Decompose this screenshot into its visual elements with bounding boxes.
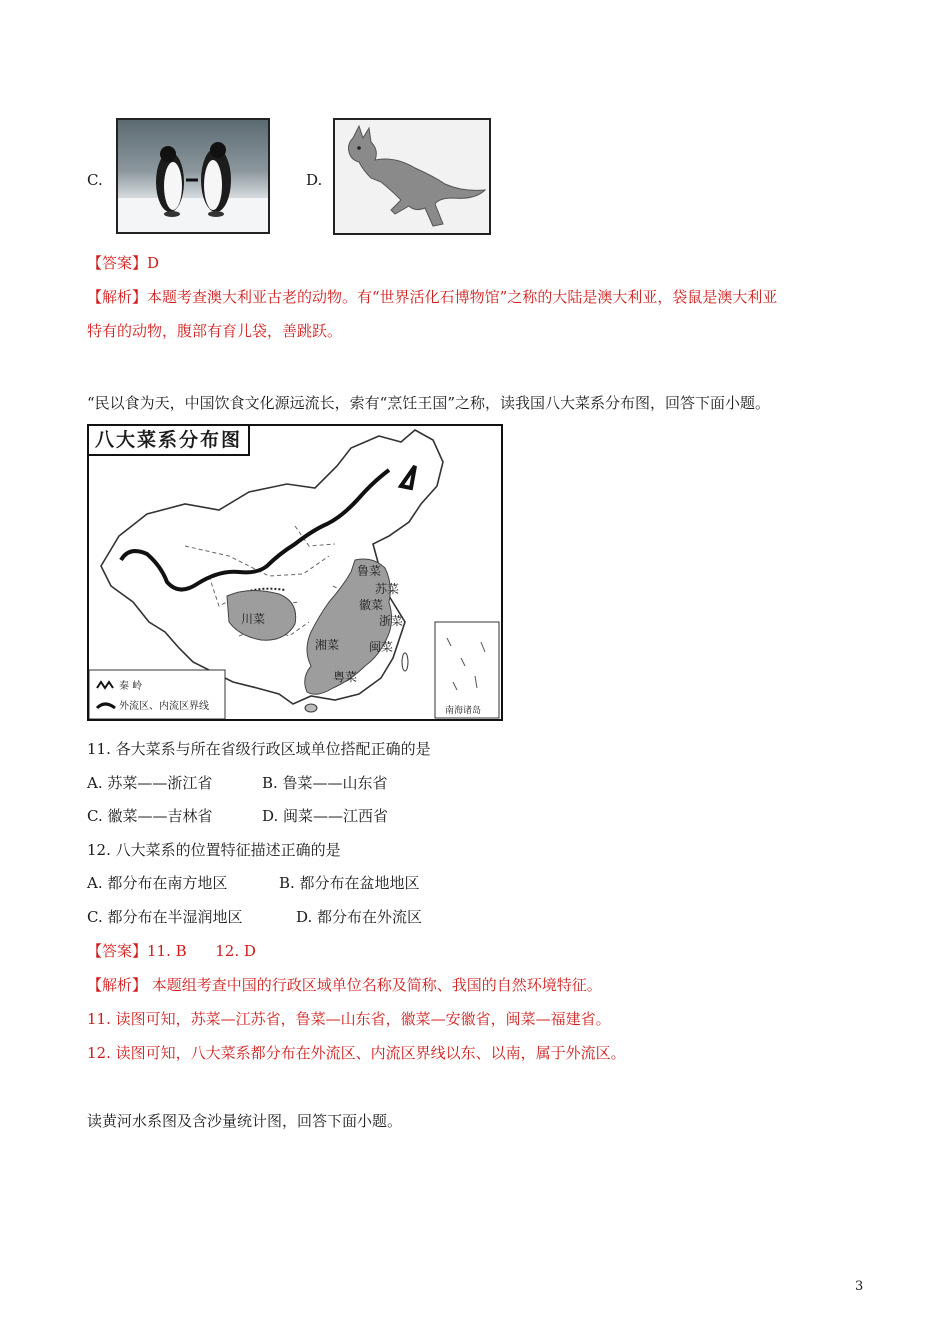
inset-label: 南海诸岛 bbox=[445, 706, 482, 716]
q12-option-b: B. 都分布在盆地地区 bbox=[279, 874, 420, 892]
answer-q10: 【答案】D bbox=[87, 254, 160, 272]
page-number: 3 bbox=[855, 1279, 864, 1294]
analysis-q10-line1: 【解析】本题考查澳大利亚古老的动物。有“世界活化石博物馆”之称的大陆是澳大利亚，袋鼠是澳大利亚 bbox=[87, 288, 778, 306]
label-hui-cuisine: 徽菜 bbox=[359, 598, 384, 612]
q11-option-d: D. 闽菜——江西省 bbox=[262, 807, 389, 825]
analysis-q12: 12. 读图可知，八大菜系都分布在外流区、内流区界线以东、以南，属于外流区。 bbox=[87, 1044, 626, 1062]
q12-stem: 12. 八大菜系的位置特征描述正确的是 bbox=[87, 841, 341, 859]
label-xiang-cuisine: 湘菜 bbox=[315, 638, 340, 652]
analysis-q10-line2: 特有的动物，腹部有育儿袋，善跳跃。 bbox=[87, 322, 343, 340]
q11-stem: 11. 各大菜系与所在省级行政区域单位搭配正确的是 bbox=[87, 740, 431, 758]
analysis-q11-12: 【解析】 本题组考查中国的行政区域单位名称及简称、我国的自然环境特征。 bbox=[87, 976, 602, 994]
q12-option-a: A. 都分布在南方地区 bbox=[87, 874, 228, 892]
china-map-drawing bbox=[89, 426, 501, 719]
label-chuan-cuisine: 川菜 bbox=[241, 612, 266, 626]
kangaroo-drawing bbox=[335, 120, 489, 233]
label-zhe-cuisine: 浙菜 bbox=[379, 614, 404, 628]
label-lu-cuisine: 鲁菜 bbox=[357, 564, 382, 578]
yellow-river-intro: 读黄河水系图及含沙量统计图，回答下面小题。 bbox=[87, 1112, 403, 1130]
option-c-label: C. bbox=[87, 171, 103, 189]
legend-mountain-label: 秦 岭 bbox=[119, 681, 143, 692]
kangaroo-image bbox=[333, 118, 491, 235]
map-title: 八大菜系分布图 bbox=[87, 424, 250, 456]
q11-option-b: B. 鲁菜——山东省 bbox=[262, 774, 388, 792]
label-yue-cuisine: 粤菜 bbox=[333, 670, 358, 684]
label-su-cuisine: 苏菜 bbox=[375, 582, 400, 596]
penguins-drawing bbox=[118, 120, 268, 232]
option-d-label: D. bbox=[306, 171, 323, 189]
q12-option-c: C. 都分布在半湿润地区 bbox=[87, 908, 243, 926]
cuisine-intro: “民以食为天，中国饮食文化源远流长，索有“烹饪王国”之称，读我国八大菜系分布图，回答下面小题。 bbox=[87, 394, 771, 412]
penguins-image bbox=[116, 118, 270, 234]
q11-option-c: C. 徽菜——吉林省 bbox=[87, 807, 213, 825]
q12-option-d: D. 都分布在外流区 bbox=[296, 908, 423, 926]
legend-boundary-label: 外流区、内流区界线 bbox=[119, 701, 209, 712]
q11-option-a: A. 苏菜——浙江省 bbox=[87, 774, 213, 792]
answer-q11-12: 【答案】11. B 12. D bbox=[87, 942, 256, 960]
analysis-q11: 11. 读图可知，苏菜—江苏省，鲁菜—山东省，徽菜—安徽省，闽菜—福建省。 bbox=[87, 1010, 611, 1028]
label-min-cuisine: 闽菜 bbox=[369, 640, 394, 654]
cuisine-map bbox=[87, 424, 503, 721]
